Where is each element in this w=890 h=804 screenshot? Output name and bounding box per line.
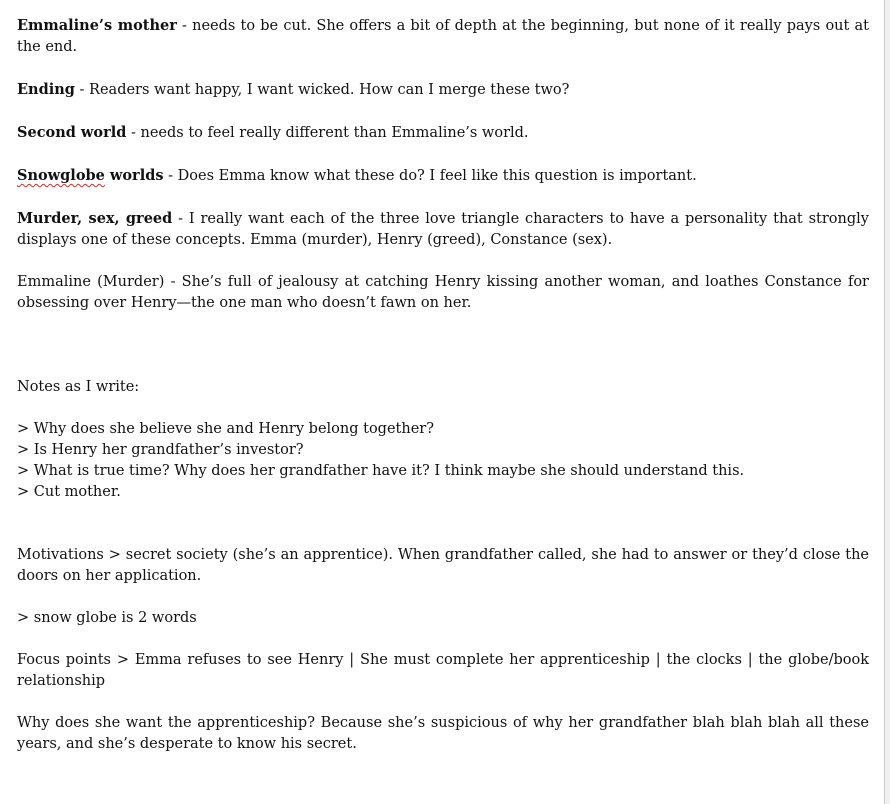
focus-points-paragraph: Focus points > Emma refuses to see Henry | She must complete her apprenticeship | the clocks | the globe/book relationship [17,652,869,689]
note-text: - Readers want happy, I want wicked. How can I merge these two? [74,82,570,98]
write-notes-list [17,419,869,503]
motivations-paragraph: Motivations > secret society (she’s an apprentice). When grandfather called, she had to answer or they’d close the doors on her application. [17,547,869,584]
note-text: - Does Emma know what these do? I feel like this question is important. [163,168,697,184]
note-second-world [17,122,869,144]
note-emmalines-mother [17,15,869,58]
note-text: - I really want each of the three love triangle characters to have a personality that strongly displays one of these concepts. Emma (murder), Henry (greed), Constance (sex). [17,211,869,248]
note-term: Ending [17,81,75,98]
spelling-error-word[interactable]: Snowglobe [17,167,105,184]
note-term: Murder, sex, greed [17,210,173,227]
note-murder-sex-greed [17,208,869,251]
blank-lines [17,335,869,377]
page-edge [885,0,890,804]
note-term: Emmaline’s mother [17,17,177,34]
notes-heading: Notes as I write: [17,379,140,395]
list-item: > What is true time? Why does her grandfather have it? I think maybe she should understand this. [17,463,745,479]
note-text: - needs to feel really different than Emmaline’s world. [126,125,529,141]
note-snowglobe-worlds [17,165,869,187]
list-item: > Why does she believe she and Henry belong together? [17,421,434,437]
why-apprenticeship-paragraph: Why does she want the apprenticeship? Because she’s suspicious of why her grandfather blah blah blah all these years, and she’s desperate to know his secret. [17,715,869,752]
snow-globe-note: > snow globe is 2 words [17,610,197,626]
note-term: Second world [17,124,127,141]
note-term-rest: worlds [104,167,164,184]
document-body[interactable] [17,15,869,776]
note-ending [17,79,869,101]
emmaline-paragraph: Emmaline (Murder) - She’s full of jealousy at catching Henry kissing another woman, and loathes Constance for obsessing over Henry—the one man who doesn’t fawn on her. [17,274,869,311]
note-text: - needs to be cut. She offers a bit of depth at the beginning, but none of it really pays out at the end. [17,18,869,55]
list-item: > Is Henry her grandfather’s investor? [17,442,304,458]
note-term [17,167,164,184]
blank-line [17,524,869,545]
list-item: > Cut mother. [17,484,121,500]
